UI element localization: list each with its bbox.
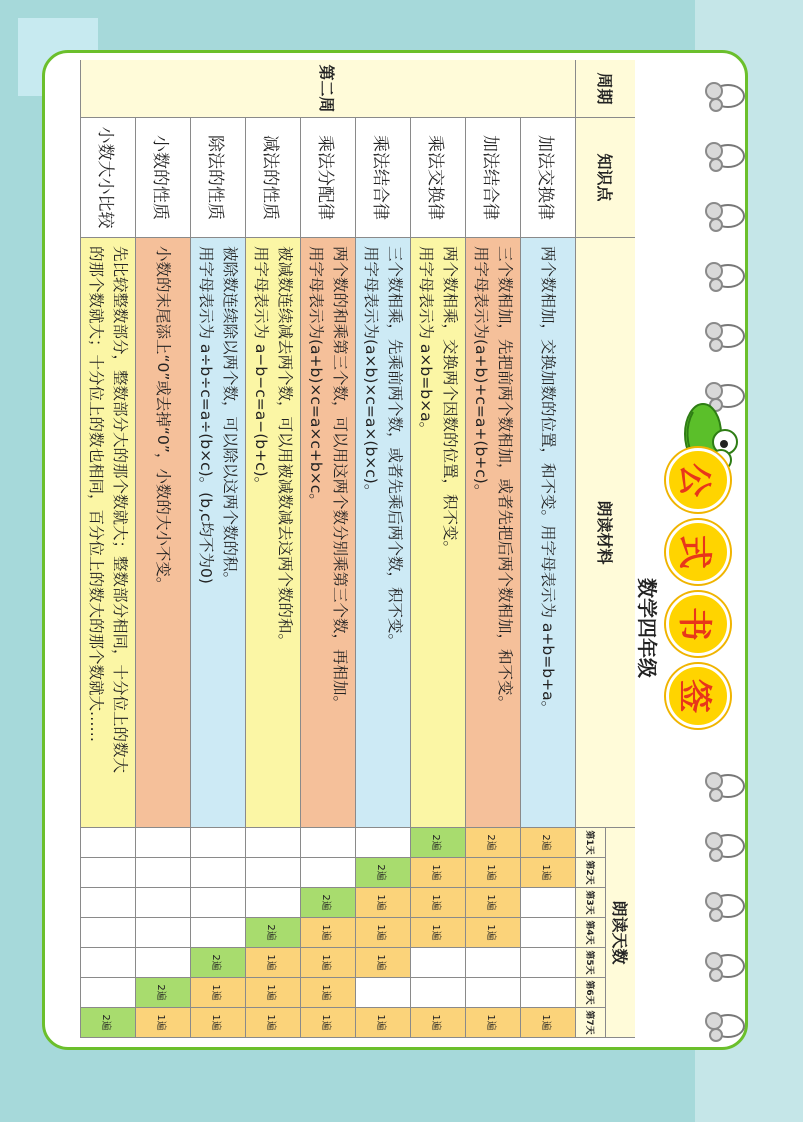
day-cell: [355, 978, 410, 1008]
topic-cell: 加法交换律: [520, 118, 575, 238]
day-cell: 1遍: [135, 1008, 190, 1038]
day-cell: [520, 948, 575, 978]
day-cell: [190, 888, 245, 918]
topic-cell: 小数的性质: [135, 118, 190, 238]
day-cell: [135, 948, 190, 978]
topic-cell: 小数大小比较: [80, 118, 135, 238]
material-line: 三个数相乘，先乘前两个数，或者先乘后两个数，积不变。: [386, 246, 404, 650]
header-day: 第7天: [575, 1008, 605, 1038]
day-cell: 1遍: [190, 1008, 245, 1038]
page-subtitle: 数学四年级: [635, 578, 659, 678]
material-line: 用字母表示为 a÷b÷c=a÷(b×c)。(b,c均不为0): [197, 246, 215, 584]
material-line: 三个数相加，先把前两个数相加，或者先把后两个数相加，和不变。: [496, 246, 514, 712]
day-cell: [465, 948, 520, 978]
day-cell: 2遍: [245, 918, 300, 948]
topic-cell: 加法结合律: [465, 118, 520, 238]
topic-cell: 除法的性质: [190, 118, 245, 238]
day-cell: 2遍: [80, 1008, 135, 1038]
day-cell: [465, 978, 520, 1008]
formula-table: [85, 60, 635, 1040]
material-line: 被减数连续减去两个数，可以用被减数减去这两个数的和。: [276, 246, 294, 650]
day-cell: [520, 918, 575, 948]
binding-ring-icon: [699, 890, 745, 920]
material-line: 两个数的和乘第三个数，可以用这两个数分别乘第三个数，再相加。: [331, 246, 349, 712]
title-char: 公: [666, 448, 730, 512]
material-line: 两个数相加，交换加数的位置，和不变。用字母表示为 a+b=b+a。: [539, 246, 557, 717]
material-line: 用字母表示为(a+b)×c=a×c+b×c。: [307, 246, 325, 509]
day-cell: 1遍: [410, 1008, 465, 1038]
day-cell: [520, 978, 575, 1008]
day-cell: [245, 888, 300, 918]
material-cell: [410, 238, 465, 828]
day-cell: [80, 918, 135, 948]
day-cell: 1遍: [465, 888, 520, 918]
day-cell: 2遍: [410, 828, 465, 858]
day-cell: 1遍: [410, 858, 465, 888]
binding-ring-icon: [699, 260, 745, 290]
material-cell: [245, 238, 300, 828]
day-cell: 1遍: [245, 1008, 300, 1038]
binding-ring-icon: [699, 950, 745, 980]
day-cell: 2遍: [300, 888, 355, 918]
day-cell: 1遍: [355, 1008, 410, 1038]
binding-ring-icon: [699, 1010, 745, 1040]
binding-ring-icon: [699, 320, 745, 350]
day-cell: [80, 888, 135, 918]
binding-ring-icon: [699, 200, 745, 230]
day-cell: [355, 828, 410, 858]
day-cell: [135, 828, 190, 858]
day-cell: [80, 858, 135, 888]
material-cell: [80, 238, 135, 828]
week-label: 第二周: [80, 60, 575, 118]
day-cell: 2遍: [520, 828, 575, 858]
day-cell: 1遍: [300, 1008, 355, 1038]
day-cell: 2遍: [135, 978, 190, 1008]
title-banner: [668, 440, 738, 760]
day-cell: [135, 858, 190, 888]
day-cell: [80, 948, 135, 978]
day-cell: 1遍: [465, 918, 520, 948]
day-cell: 2遍: [465, 828, 520, 858]
header-day: 第2天: [575, 858, 605, 888]
day-cell: [410, 978, 465, 1008]
day-cell: [190, 858, 245, 888]
day-cell: [245, 828, 300, 858]
topic-cell: 减法的性质: [245, 118, 300, 238]
day-cell: 1遍: [300, 978, 355, 1008]
title-char: 书: [666, 592, 730, 656]
material-cell: [355, 238, 410, 828]
day-cell: 1遍: [355, 888, 410, 918]
day-cell: [190, 828, 245, 858]
day-cell: [80, 828, 135, 858]
material-line: 用字母表示为(a+b)+c=a+(b+c)。: [472, 246, 490, 500]
material-cell: [300, 238, 355, 828]
day-cell: [520, 888, 575, 918]
day-cell: [410, 948, 465, 978]
title-char: 式: [666, 520, 730, 584]
material-line: 用字母表示为 a×b=b×a。: [417, 246, 435, 438]
title-char: 签: [666, 664, 730, 728]
binding-ring-icon: [699, 770, 745, 800]
day-cell: [300, 858, 355, 888]
header-material: 朗读材料: [575, 238, 635, 828]
material-line: 用字母表示为 a−b−c=a−(b+c)。: [252, 246, 270, 493]
header-week: 周期: [575, 60, 635, 118]
header-day: 第5天: [575, 948, 605, 978]
material-line: 的那个数就大；十分位上的数也相同，百分位上的数大的那个数就大……: [87, 246, 105, 743]
day-cell: 1遍: [465, 858, 520, 888]
header-days: 朗读天数: [605, 828, 635, 1038]
header-day: 第1天: [575, 828, 605, 858]
material-cell: [520, 238, 575, 828]
header-day: 第4天: [575, 918, 605, 948]
day-cell: [135, 888, 190, 918]
material-line: 被除数连续除以两个数，可以除以这两个数的积。: [221, 246, 239, 588]
day-cell: 1遍: [300, 948, 355, 978]
header-topic: 知识点: [575, 118, 635, 238]
day-cell: 1遍: [520, 858, 575, 888]
day-cell: 1遍: [465, 1008, 520, 1038]
day-cell: [135, 918, 190, 948]
day-cell: 1遍: [300, 918, 355, 948]
material-line: 小数的末尾添上“0”或去掉“0”，小数的大小不变。: [154, 246, 172, 593]
day-cell: 1遍: [355, 918, 410, 948]
day-cell: 2遍: [355, 858, 410, 888]
day-cell: 1遍: [245, 948, 300, 978]
day-cell: 1遍: [355, 948, 410, 978]
day-cell: [80, 978, 135, 1008]
topic-cell: 乘法结合律: [355, 118, 410, 238]
material-line: 两个数相乘，交换两个因数的位置，积不变。: [441, 246, 459, 557]
binding-ring-icon: [699, 80, 745, 110]
material-line: 用字母表示为(a×b)×c=a×(b×c)。: [362, 246, 380, 500]
header-day: 第6天: [575, 978, 605, 1008]
material-cell: [190, 238, 245, 828]
day-cell: [245, 858, 300, 888]
topic-cell: 乘法交换律: [410, 118, 465, 238]
binding-ring-icon: [699, 140, 745, 170]
material-cell: [465, 238, 520, 828]
topic-cell: 乘法分配律: [300, 118, 355, 238]
binding-ring-icon: [699, 830, 745, 860]
day-cell: 1遍: [245, 978, 300, 1008]
day-cell: [300, 828, 355, 858]
material-cell: [135, 238, 190, 828]
day-cell: [190, 918, 245, 948]
header-day: 第3天: [575, 888, 605, 918]
material-line: 先比较整数部分，整数部分大的那个数就大；整数部分相同，十分位上的数大: [111, 246, 129, 774]
day-cell: 1遍: [520, 1008, 575, 1038]
day-cell: 1遍: [410, 888, 465, 918]
day-cell: 1遍: [410, 918, 465, 948]
day-cell: 1遍: [190, 978, 245, 1008]
day-cell: 2遍: [190, 948, 245, 978]
